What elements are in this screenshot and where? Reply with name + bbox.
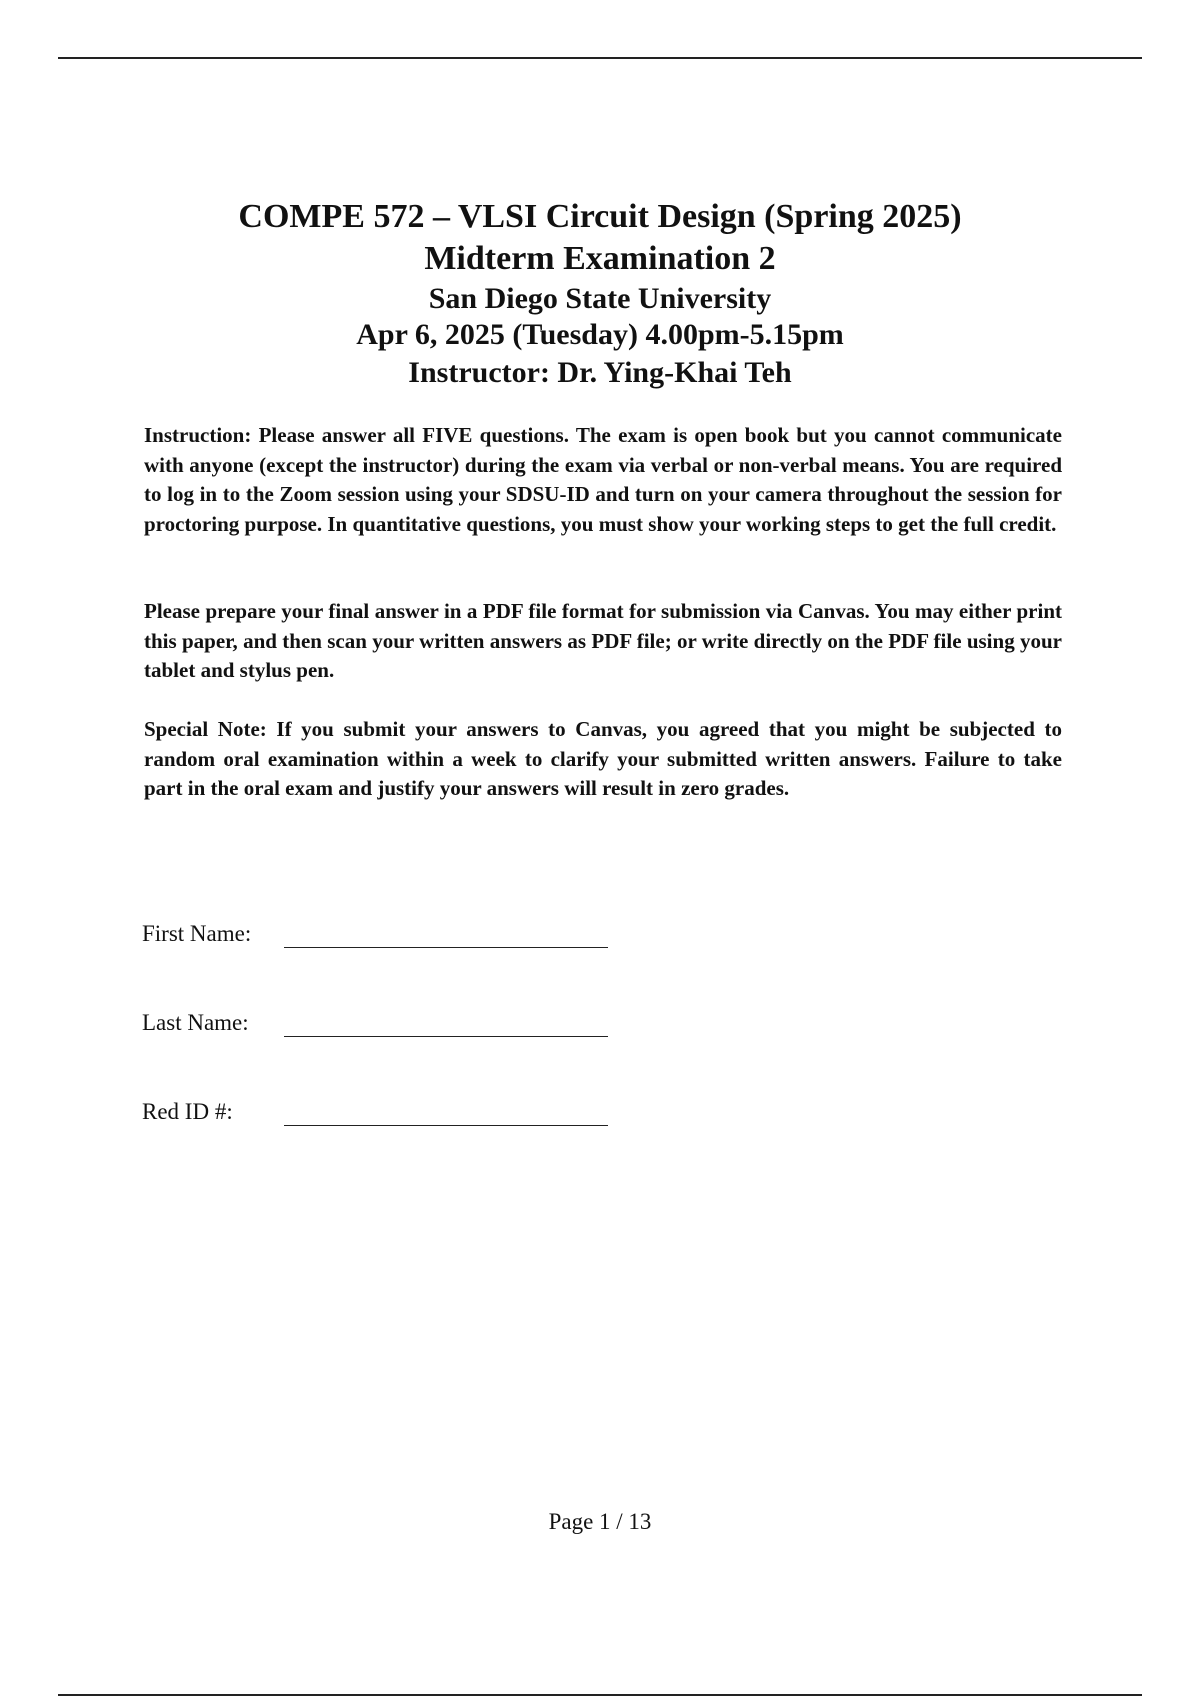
last-name-field[interactable] — [142, 1010, 622, 1042]
first-name-field[interactable] — [142, 921, 622, 953]
red-id-blank[interactable] — [284, 1125, 608, 1126]
first-name-label: First Name: — [142, 921, 252, 946]
exam-title: Midterm Examination 2 — [424, 240, 776, 277]
last-name-label: Last Name: — [142, 1010, 249, 1035]
page-number: Page 1 / 13 — [548, 1509, 652, 1534]
instructor-name: Instructor: Dr. Ying-Khai Teh — [408, 356, 792, 389]
bottom-rule — [58, 1694, 1142, 1696]
last-name-blank[interactable] — [284, 1036, 608, 1037]
university-name: San Diego State University — [428, 282, 772, 315]
instruction-paragraph: Instruction: Please answer all FIVE questions. The exam is open book but you cannot communicate with anyone (except the instructor) during the exam via verbal or non-verbal means. You are required to log in to the Zoom session using your SDSU-ID and turn on your camera throughout the session for proctoring purpose. In quantitative questions, you must show your working steps to get the full credit. — [144, 423, 1062, 536]
red-id-label: Red ID #: — [142, 1099, 233, 1124]
special-note-paragraph: Special Note: If you submit your answers to Canvas, you agreed that you might be subjected to random oral examination within a week to clarify your submitted written answers. Failure to take part in the oral exam and justify your answers will result in zero grades. — [144, 717, 1062, 800]
red-id-field[interactable] — [142, 1099, 622, 1131]
submission-paragraph: Please prepare your final answer in a PDF file format for submission via Canvas. You may either print this paper, and then scan your written answers as PDF file; or write directly on the PDF file using your tablet and stylus pen. — [144, 599, 1062, 682]
course-title: COMPE 572 – VLSI Circuit Design (Spring 2025) — [238, 198, 962, 235]
first-name-blank[interactable] — [284, 947, 608, 948]
exam-date-time: Apr 6, 2025 (Tuesday) 4.00pm-5.15pm — [356, 318, 844, 351]
top-rule — [58, 57, 1142, 59]
